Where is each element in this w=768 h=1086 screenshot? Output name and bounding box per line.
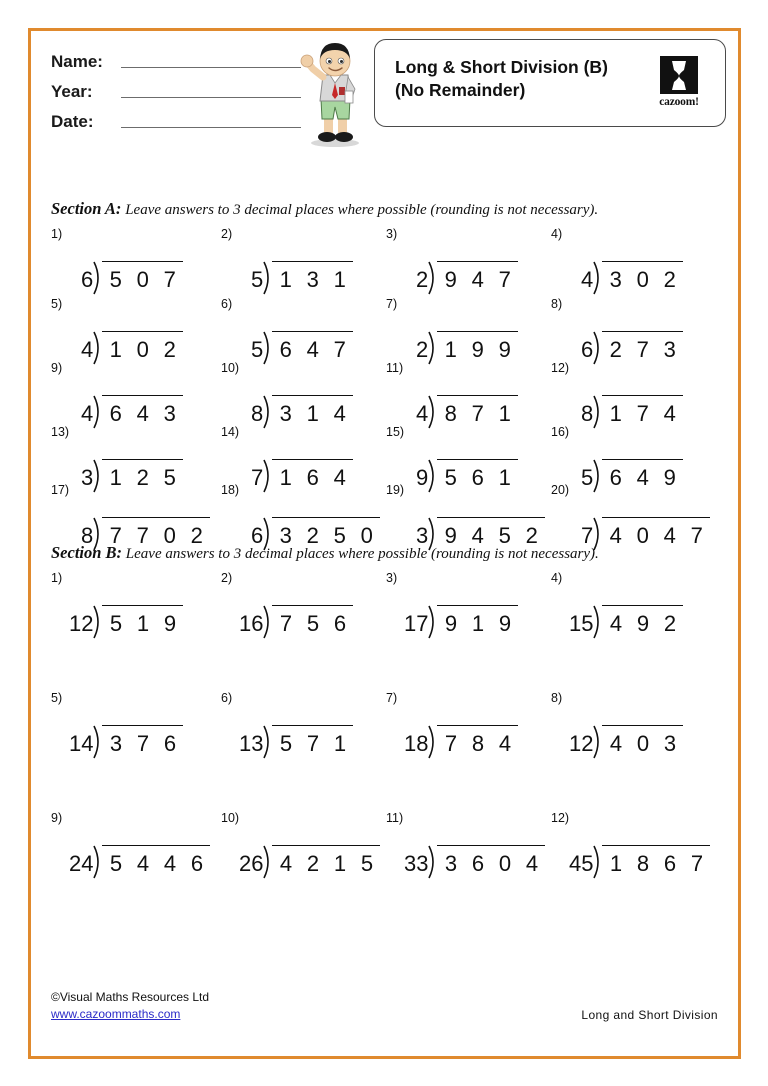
- long-division-bracket: [581, 331, 683, 363]
- cazoommaths-link[interactable]: www.cazoommaths.com: [51, 1007, 181, 1022]
- dividend-digit: 1: [279, 267, 292, 292]
- division-bracket-icon: [428, 395, 437, 427]
- problem-number: 10): [221, 361, 240, 375]
- dividend-digit: 4: [471, 267, 484, 292]
- dividend-digit: 4: [609, 731, 623, 756]
- dividend-digit: 9: [471, 337, 484, 362]
- divisor: 2: [416, 337, 429, 362]
- dividend-digit: 7: [279, 611, 293, 636]
- long-division-bracket: [416, 331, 518, 363]
- dividend-digit: 5: [498, 523, 511, 548]
- section-b-heading: [51, 543, 599, 563]
- long-division-bracket: [69, 725, 183, 757]
- division-problem: [51, 361, 221, 433]
- dividend-digit: 6: [333, 611, 347, 636]
- dividend: [437, 845, 545, 877]
- dividend-digit: 4: [636, 465, 649, 490]
- division-bracket-icon: [593, 331, 602, 363]
- dividend-digit: 6: [663, 851, 677, 876]
- dividend-digit: 9: [163, 611, 177, 636]
- division-problem: [51, 227, 221, 299]
- divisor: 6: [81, 267, 94, 292]
- dividend-digit: 3: [663, 337, 676, 362]
- divisor: 24: [69, 851, 94, 876]
- divisor: 7: [581, 523, 594, 548]
- problem-number: 4): [551, 227, 563, 241]
- worksheet-title-box: [374, 39, 726, 127]
- dividend-digit: 0: [498, 851, 512, 876]
- problem-number: 12): [551, 811, 570, 825]
- dividend-digit: 8: [471, 731, 485, 756]
- division-bracket-icon: [428, 725, 437, 757]
- title-line-2: (No Remainder): [395, 80, 526, 101]
- cazoom-logo-mark-icon: [660, 56, 698, 94]
- dividend-digit: 7: [306, 731, 320, 756]
- divisor: 13: [239, 731, 264, 756]
- divisor: 5: [581, 465, 594, 490]
- divisor: 16: [239, 611, 264, 636]
- division-bracket-icon: [93, 331, 102, 363]
- dividend: [272, 845, 380, 877]
- dividend-digit: 5: [109, 267, 122, 292]
- division-problem: [551, 361, 721, 433]
- dividend: [102, 725, 183, 757]
- name-field-row: [51, 53, 301, 70]
- division-bracket-icon: [593, 845, 602, 877]
- divisor: 8: [581, 401, 594, 426]
- dividend-digit: 3: [609, 267, 622, 292]
- divisor: 45: [569, 851, 594, 876]
- dividend-digit: 1: [471, 611, 485, 636]
- long-division-bracket: [581, 261, 683, 293]
- dividend-digit: 6: [306, 465, 319, 490]
- dividend-digit: 7: [471, 401, 484, 426]
- long-division-bracket: [404, 605, 518, 637]
- dividend-digit: 3: [109, 731, 123, 756]
- division-problem: [51, 571, 221, 643]
- dividend-digit: 6: [109, 401, 122, 426]
- long-division-bracket: [251, 395, 353, 427]
- dividend-digit: 1: [333, 267, 346, 292]
- division-bracket-icon: [263, 845, 272, 877]
- dividend-digit: 4: [333, 401, 346, 426]
- dividend-digit: 4: [163, 851, 177, 876]
- year-input-line[interactable]: [121, 97, 301, 98]
- long-division-bracket: [69, 845, 210, 877]
- dividend-digit: 4: [525, 851, 539, 876]
- dividend-digit: 4: [663, 523, 676, 548]
- division-problem: [221, 297, 391, 369]
- division-bracket-icon: [263, 725, 272, 757]
- dividend-digit: 1: [498, 401, 511, 426]
- dividend: [602, 331, 683, 363]
- dividend: [602, 725, 683, 757]
- division-problem: [551, 811, 721, 883]
- long-division-bracket: [404, 725, 518, 757]
- problem-number: 15): [386, 425, 405, 439]
- date-field-row: [51, 113, 301, 130]
- problem-number: 16): [551, 425, 570, 439]
- dividend-digit: 1: [279, 465, 292, 490]
- dividend-digit: 6: [279, 337, 292, 362]
- year-field-row: [51, 83, 301, 100]
- footer-copyright-block: [51, 989, 209, 1024]
- problem-number: 4): [551, 571, 563, 585]
- dividend-digit: 9: [498, 611, 512, 636]
- long-division-bracket: [581, 517, 710, 549]
- dividend-digit: 3: [444, 851, 458, 876]
- problem-number: 3): [386, 571, 398, 585]
- title-line-1: Long & Short Division (B): [395, 57, 608, 77]
- problem-number: 18): [221, 483, 240, 497]
- dividend: [102, 845, 210, 877]
- section-b-label: Section B:: [51, 543, 123, 562]
- problem-number: 17): [51, 483, 70, 497]
- problem-number: 7): [386, 297, 398, 311]
- division-problem: [221, 811, 391, 883]
- division-bracket-icon: [593, 725, 602, 757]
- division-problem: [51, 297, 221, 369]
- dividend-digit: 0: [636, 731, 650, 756]
- dividend-digit: 1: [609, 851, 623, 876]
- dividend-digit: 4: [279, 851, 293, 876]
- dividend: [102, 605, 183, 637]
- dividend-digit: 5: [163, 465, 176, 490]
- dividend-digit: 6: [471, 851, 485, 876]
- problem-number: 9): [51, 361, 63, 375]
- long-division-bracket: [251, 331, 353, 363]
- dividend-digit: 6: [471, 465, 484, 490]
- section-a-instruction: Leave answers to 3 decimal places where possible (rounding is not necessary).: [121, 202, 599, 218]
- division-bracket-icon: [93, 725, 102, 757]
- long-division-bracket: [569, 725, 683, 757]
- dividend-digit: 8: [444, 401, 457, 426]
- dividend-digit: 9: [444, 611, 458, 636]
- problem-number: 7): [386, 691, 398, 705]
- dividend-digit: 8: [636, 851, 650, 876]
- dividend: [602, 845, 710, 877]
- dividend-digit: 5: [306, 611, 320, 636]
- dividend-digit: 3: [663, 731, 677, 756]
- problem-number: 11): [386, 811, 404, 825]
- divisor: 8: [251, 401, 264, 426]
- division-bracket-icon: [593, 261, 602, 293]
- dividend-digit: 7: [109, 523, 122, 548]
- dividend-digit: 1: [109, 465, 122, 490]
- dividend-digit: 2: [190, 523, 203, 548]
- dividend-digit: 0: [636, 523, 649, 548]
- dividend-digit: 0: [163, 523, 176, 548]
- division-bracket-icon: [263, 605, 272, 637]
- dividend-digit: 7: [498, 267, 511, 292]
- year-label: Year:: [51, 82, 93, 101]
- dividend-digit: 1: [109, 337, 122, 362]
- dividend-digit: 0: [136, 337, 149, 362]
- dividend-digit: 2: [525, 523, 538, 548]
- division-bracket-icon: [93, 605, 102, 637]
- dividend: [102, 395, 183, 427]
- problem-number: 2): [221, 571, 233, 585]
- division-bracket-icon: [93, 845, 102, 877]
- dividend: [602, 261, 683, 293]
- long-division-bracket: [239, 605, 353, 637]
- dividend-digit: 4: [498, 731, 512, 756]
- problem-number: 1): [51, 227, 63, 241]
- long-division-bracket: [569, 845, 710, 877]
- date-label: Date:: [51, 112, 94, 131]
- dividend: [437, 395, 518, 427]
- dividend: [102, 261, 183, 293]
- problem-number: 10): [221, 811, 240, 825]
- dividend-digit: 0: [360, 523, 373, 548]
- division-bracket-icon: [263, 261, 272, 293]
- dividend: [272, 605, 353, 637]
- dividend-digit: 6: [190, 851, 204, 876]
- division-problem: [386, 811, 556, 883]
- division-bracket-icon: [593, 395, 602, 427]
- problem-number: 12): [551, 361, 570, 375]
- problem-number: 5): [51, 297, 63, 311]
- dividend-digit: 7: [636, 401, 649, 426]
- divisor: 5: [251, 267, 264, 292]
- footer-topic-text: Long and Short Division: [581, 1008, 718, 1022]
- dividend-digit: 7: [136, 523, 149, 548]
- dividend-digit: 0: [636, 267, 649, 292]
- division-problem: [221, 227, 391, 299]
- dividend-digit: 6: [609, 465, 622, 490]
- dividend-digit: 4: [333, 465, 346, 490]
- dividend-digit: 0: [136, 267, 149, 292]
- dividend-digit: 7: [163, 267, 176, 292]
- section-a-label: Section A:: [51, 199, 122, 218]
- divisor: 12: [69, 611, 94, 636]
- divisor: 5: [251, 337, 264, 362]
- division-problem: [386, 571, 556, 643]
- dividend-digit: 1: [444, 337, 457, 362]
- dividend-digit: 4: [609, 523, 622, 548]
- divisor: 4: [416, 401, 429, 426]
- divisor: 15: [569, 611, 594, 636]
- divisor: 14: [69, 731, 94, 756]
- dividend: [272, 725, 353, 757]
- worksheet-header: [31, 31, 738, 146]
- dividend-digit: 7: [136, 731, 150, 756]
- dividend-digit: 1: [498, 465, 511, 490]
- division-problem: [221, 691, 391, 763]
- dividend-digit: 2: [136, 465, 149, 490]
- dividend-digit: 4: [609, 611, 623, 636]
- dividend: [602, 395, 683, 427]
- dividend-digit: 3: [306, 267, 319, 292]
- problem-number: 1): [51, 571, 63, 585]
- division-bracket-icon: [428, 261, 437, 293]
- division-problem: [386, 227, 556, 299]
- page-title: [395, 56, 653, 102]
- dividend-digit: 5: [360, 851, 374, 876]
- division-bracket-icon: [593, 605, 602, 637]
- dividend: [272, 261, 353, 293]
- dividend-digit: 5: [333, 523, 346, 548]
- date-input-line[interactable]: [121, 127, 301, 128]
- dividend-digit: 9: [444, 523, 457, 548]
- divisor: 3: [81, 465, 94, 490]
- division-problem: [51, 691, 221, 763]
- long-division-bracket: [69, 605, 183, 637]
- division-problem: [221, 361, 391, 433]
- dividend-digit: 1: [333, 731, 347, 756]
- dividend-digit: 1: [136, 611, 150, 636]
- dividend-digit: 4: [306, 337, 319, 362]
- division-problem: [221, 571, 391, 643]
- dividend: [602, 517, 710, 549]
- dividend-digit: 1: [306, 401, 319, 426]
- problem-number: 3): [386, 227, 398, 241]
- problem-number: 9): [51, 811, 63, 825]
- dividend-digit: 7: [690, 851, 704, 876]
- division-problem: [51, 811, 221, 883]
- problem-number: 20): [551, 483, 570, 497]
- division-problem: [386, 691, 556, 763]
- dividend-digit: 9: [498, 337, 511, 362]
- long-division-bracket: [416, 261, 518, 293]
- division-bracket-icon: [428, 331, 437, 363]
- divisor: 6: [251, 523, 264, 548]
- long-division-bracket: [239, 725, 353, 757]
- dividend-digit: 5: [279, 731, 293, 756]
- long-division-bracket: [81, 395, 183, 427]
- dividend-digit: 9: [636, 611, 650, 636]
- problem-number: 8): [551, 297, 563, 311]
- divisor: 26: [239, 851, 264, 876]
- divisor: 3: [416, 523, 429, 548]
- copyright-text: ©Visual Maths Resources Ltd: [51, 990, 210, 1004]
- dividend-digit: 2: [163, 337, 176, 362]
- dividend-digit: 5: [109, 611, 123, 636]
- division-bracket-icon: [263, 331, 272, 363]
- dividend-digit: 3: [279, 523, 292, 548]
- problem-number: 14): [221, 425, 240, 439]
- long-division-bracket: [239, 845, 380, 877]
- long-division-bracket: [81, 331, 183, 363]
- dividend-digit: 7: [690, 523, 703, 548]
- dividend-digit: 1: [609, 401, 622, 426]
- division-problem: [551, 691, 721, 763]
- problem-number: 6): [221, 297, 233, 311]
- dividend-digit: 3: [163, 401, 176, 426]
- cazoom-logo: [649, 56, 709, 114]
- dividend: [437, 605, 518, 637]
- problem-number: 6): [221, 691, 233, 705]
- dividend-digit: 5: [109, 851, 123, 876]
- dividend-digit: 7: [333, 337, 346, 362]
- dividend-digit: 9: [663, 465, 676, 490]
- divisor: 18: [404, 731, 429, 756]
- dividend-digit: 4: [471, 523, 484, 548]
- division-bracket-icon: [93, 395, 102, 427]
- long-division-bracket: [581, 395, 683, 427]
- dividend-digit: 2: [663, 267, 676, 292]
- dividend: [102, 331, 183, 363]
- divisor: 4: [81, 401, 94, 426]
- problem-number: 11): [386, 361, 404, 375]
- student-mascot-icon: [297, 39, 371, 149]
- division-bracket-icon: [93, 261, 102, 293]
- long-division-bracket: [569, 605, 683, 637]
- divisor: 8: [81, 523, 94, 548]
- divisor: 2: [416, 267, 429, 292]
- long-division-bracket: [416, 395, 518, 427]
- division-problem: [551, 227, 721, 299]
- dividend: [437, 261, 518, 293]
- long-division-bracket: [81, 261, 183, 293]
- divisor: 4: [81, 337, 94, 362]
- long-division-bracket: [251, 261, 353, 293]
- division-problem: [551, 297, 721, 369]
- dividend-digit: 6: [163, 731, 177, 756]
- dividend-digit: 3: [279, 401, 292, 426]
- worksheet-border: [28, 28, 741, 1059]
- dividend-digit: 5: [444, 465, 457, 490]
- divisor: 6: [581, 337, 594, 362]
- problem-number: 8): [551, 691, 563, 705]
- division-bracket-icon: [263, 395, 272, 427]
- division-problem: [551, 571, 721, 643]
- divisor: 33: [404, 851, 429, 876]
- cazoom-logo-text: cazoom!: [659, 96, 699, 108]
- division-problem: [386, 297, 556, 369]
- divisor: 4: [581, 267, 594, 292]
- problem-number: 2): [221, 227, 233, 241]
- dividend: [272, 331, 353, 363]
- section-a-heading: [51, 199, 598, 219]
- dividend-digit: 1: [333, 851, 347, 876]
- dividend: [272, 395, 353, 427]
- problem-number: 13): [51, 425, 70, 439]
- dividend: [437, 725, 518, 757]
- dividend-digit: 4: [136, 851, 150, 876]
- division-problem: [386, 361, 556, 433]
- name-input-line[interactable]: [121, 67, 301, 68]
- dividend-digit: 7: [444, 731, 458, 756]
- dividend-digit: 2: [306, 851, 320, 876]
- divisor: 17: [404, 611, 429, 636]
- dividend: [602, 605, 683, 637]
- name-label: Name:: [51, 52, 103, 71]
- dividend: [437, 331, 518, 363]
- problem-number: 19): [386, 483, 405, 497]
- dividend-digit: 4: [663, 401, 676, 426]
- divisor: 12: [569, 731, 594, 756]
- divisor: 9: [416, 465, 429, 490]
- section-b-instruction: Leave answers to 3 decimal places where possible (rounding is not necessary).: [122, 546, 599, 562]
- dividend-digit: 2: [609, 337, 622, 362]
- dividend-digit: 9: [444, 267, 457, 292]
- dividend-digit: 2: [306, 523, 319, 548]
- dividend-digit: 4: [136, 401, 149, 426]
- division-bracket-icon: [428, 845, 437, 877]
- dividend-digit: 2: [663, 611, 677, 636]
- dividend-digit: 7: [636, 337, 649, 362]
- divisor: 7: [251, 465, 264, 490]
- division-bracket-icon: [428, 605, 437, 637]
- long-division-bracket: [404, 845, 545, 877]
- problem-number: 5): [51, 691, 63, 705]
